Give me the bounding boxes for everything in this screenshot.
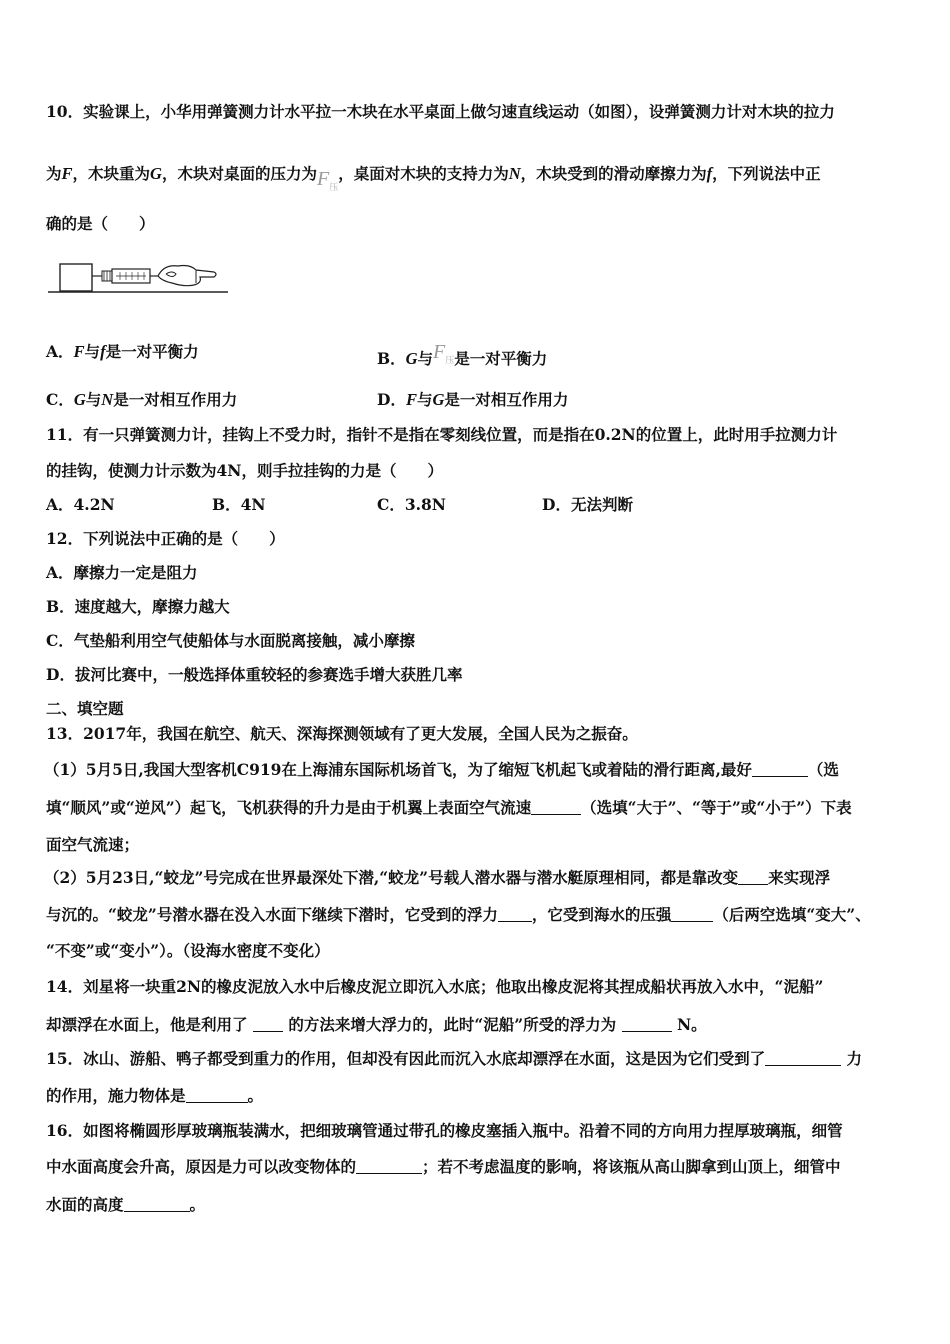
q10-stem-line1: 10．实验课上，小华用弹簧测力计水平拉一木块在水平桌面上做匀速直线运动（如图），设弹簧测力计对木块的拉力 bbox=[46, 102, 835, 121]
q13-part1-line3: 面空气流速； bbox=[46, 835, 140, 854]
q15-line2: 的作用，施力物体是 。 bbox=[46, 1086, 264, 1105]
q16-line3: 水面的高度 。 bbox=[46, 1195, 206, 1214]
q10-option-c: C．G与N是一对相互作用力 bbox=[46, 390, 238, 409]
q10-option-b: B．G与$F_压$是一对平衡力 bbox=[377, 341, 548, 368]
q11-stem-line2: 的挂钩，使测力计示数为4N，则手拉挂钩的力是（ ） bbox=[46, 461, 443, 480]
q12-option-d: D．拔河比赛中，一般选择体重较轻的参赛选手增大获胜几率 bbox=[46, 665, 463, 684]
q11-option-b: B．4N bbox=[212, 495, 266, 514]
q13-stem: 13．2017年，我国在航空、航天、深海探测领域有了更大发展，全国人民为之振奋。 bbox=[46, 724, 638, 743]
answer-blank[interactable] bbox=[498, 907, 532, 922]
spring-scale-figure bbox=[46, 256, 232, 298]
section-heading-fill-blank: 二、填空题 bbox=[46, 699, 124, 718]
q11-option-d: D．无法判断 bbox=[542, 495, 633, 514]
q12-option-b: B．速度越大，摩擦力越大 bbox=[46, 597, 230, 616]
q13-part1-line1: （1）5月5日,我国大型客机C919在上海浦东国际机场首飞，为了缩短飞机起飞或着陆的滑行距离,最好 （选 bbox=[44, 760, 839, 779]
answer-blank[interactable] bbox=[738, 870, 768, 885]
q10-stem-line2: 为F，木块重为G，木块对桌面的压力为$F_压$，桌面对木块的支持力为N，木块受到的滑动摩擦力为f，下列说法中正 bbox=[46, 164, 920, 197]
answer-blank[interactable] bbox=[124, 1197, 190, 1212]
answer-blank[interactable] bbox=[531, 800, 581, 815]
q14-line2: 却漂浮在水面上，他是利用了 的方法来增大浮力的，此时“泥船”所受的浮力为 N。 bbox=[46, 1015, 707, 1034]
q10-option-a: A．F与f是一对平衡力 bbox=[46, 342, 199, 361]
q13-part1-line2: 填“顺风”或“逆风”）起飞，飞机获得的升力是由于机翼上表面空气流速 （选填“大于”、“等于”或“小于”）下表 bbox=[46, 798, 852, 817]
q16-line1: 16．如图将椭圆形厚玻璃瓶装满水，把细玻璃管通过带孔的橡皮塞插入瓶中。沿着不同的方向用力捏厚玻璃瓶，细管 bbox=[46, 1121, 843, 1140]
answer-blank[interactable] bbox=[671, 907, 713, 922]
answer-blank[interactable] bbox=[253, 1017, 283, 1032]
q10-stem-line3: 确的是（ ） bbox=[46, 214, 155, 233]
q14-line1: 14．刘星将一块重2N的橡皮泥放入水中后橡皮泥立即沉入水底；他取出橡皮泥将其捏成船状再放入水中，“泥船” bbox=[46, 977, 824, 996]
q12-stem: 12．下列说法中正确的是（ ） bbox=[46, 529, 285, 548]
answer-blank[interactable] bbox=[752, 762, 808, 777]
q11-option-c: C．3.8N bbox=[377, 495, 446, 514]
answer-blank[interactable] bbox=[765, 1051, 841, 1066]
q13-part2-line1: （2）5月23日,“蛟龙”号完成在世界最深处下潜,“蛟龙”号载人潜水器与潜水艇原理相同，都是靠改变 来实现浮 bbox=[44, 868, 831, 887]
answer-blank[interactable] bbox=[186, 1088, 248, 1103]
q11-option-a: A．4.2N bbox=[46, 495, 115, 514]
f-pressure-symbol: $F_压$ bbox=[433, 341, 455, 365]
q12-option-a: A．摩擦力一定是阻力 bbox=[46, 563, 198, 582]
q13-part2-line2: 与沉的。“蛟龙”号潜水器在没入水面下继续下潜时，它受到的浮力 ，它受到海水的压强 （后两空选填“变大”、 bbox=[46, 905, 871, 924]
q13-part2-line3: “不变”或“变小”）。（设海水密度不变化） bbox=[46, 941, 330, 960]
q11-stem-line1: 11．有一只弹簧测力计，挂钩上不受力时，指针不是指在零刻线位置，而是指在0.2N的位置上，此时用手拉测力计 bbox=[46, 425, 838, 444]
q12-option-c: C．气垫船利用空气使船体与水面脱离接触，减小摩擦 bbox=[46, 631, 415, 650]
q15-line1: 15．冰山、游船、鸭子都受到重力的作用，但却没有因此而沉入水底却漂浮在水面，这是因为它们受到了 力 bbox=[46, 1049, 862, 1068]
answer-blank[interactable] bbox=[622, 1017, 672, 1032]
q16-line2: 中水面高度会升高，原因是力可以改变物体的 ；若不考虑温度的影响，将该瓶从高山脚拿到山顶上，细管中 bbox=[46, 1157, 841, 1176]
answer-blank[interactable] bbox=[356, 1159, 422, 1174]
q10-option-d: D．F与G是一对相互作用力 bbox=[377, 390, 569, 409]
f-pressure-symbol: $F_压$ bbox=[316, 168, 339, 192]
